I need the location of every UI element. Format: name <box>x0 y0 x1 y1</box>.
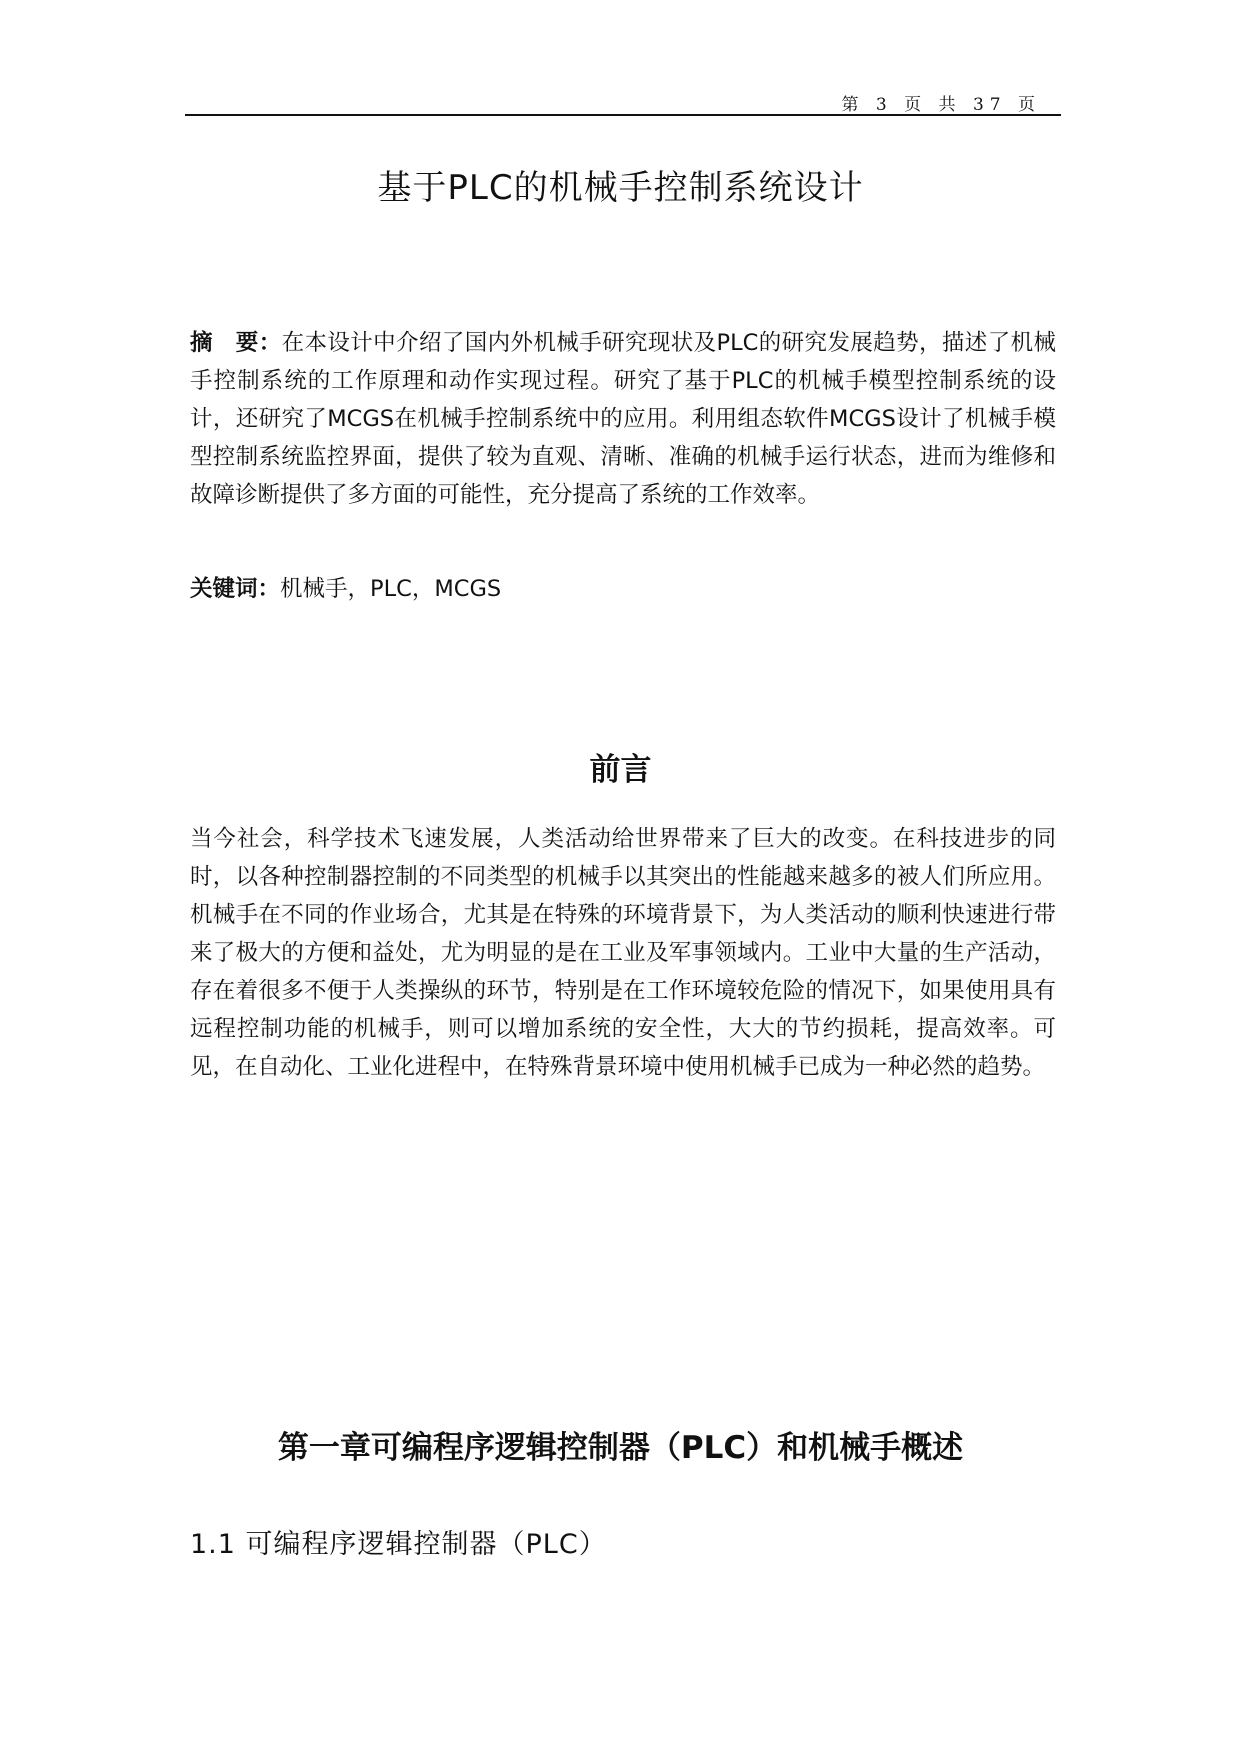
abstract-label-colon: ： <box>258 330 282 356</box>
section-heading: 1.1 可编程序逻辑控制器（PLC） <box>190 1529 607 1560</box>
abstract-text: 在本设计中介绍了国内外机械手研究现状及PLC的研究发展趋势，描述了机械手控制系统的工作原理和动作实现过程。研究了基于PLC的机械手模型控制系统的设计，还研究了MCGS在机械手控制系统中的应用。利用组态软件MCGS设计了机械手模型控制系统监控界面，提供了较为直观、清晰、准确的机械手运行状态，进而为维修和故障诊断提供了多方面的可能性，充分提高了系统的工作效率。 <box>190 330 1056 508</box>
abstract-label-text: 摘 要 <box>190 330 259 356</box>
keywords-label: 关键词： <box>190 576 281 602</box>
keywords-line <box>190 570 1056 608</box>
chapter-title: 第一章可编程序逻辑控制器（PLC）和机械手概述 <box>277 1430 964 1466</box>
preface-title: 前言 <box>589 752 652 788</box>
page-indicator: 第 3 页 共 37 页 <box>841 95 1041 115</box>
document-title: 基于PLC的机械手控制系统设计 <box>377 168 864 208</box>
keywords-text: 机械手，PLC，MCGS <box>280 576 502 602</box>
abstract-label <box>190 330 282 356</box>
abstract-paragraph <box>190 324 1056 514</box>
page-header <box>185 84 1061 116</box>
preface-paragraph: 当今社会，科学技术飞速发展，人类活动给世界带来了巨大的改变。在科技进步的同时，以各种控制器控制的不同类型的机械手以其突出的性能越来越多的被人们所应用。机械手在不同的作业场合，尤其是在特殊的环境背景下，为人类活动的顺利快速进行带来了极大的方便和益处，尤为明显的是在工业及军事领域内。工业中大量的生产活动，存在着很多不便于人类操纵的环节，特别是在工作环境较危险的情况下，如果使用具有远程控制功能的机械手，则可以增加系统的安全性，大大的节约损耗，提高效率。可见，在自动化、工业化进程中，在特殊背景环境中使用机械手已成为一种必然的趋势。 <box>190 826 1056 1080</box>
